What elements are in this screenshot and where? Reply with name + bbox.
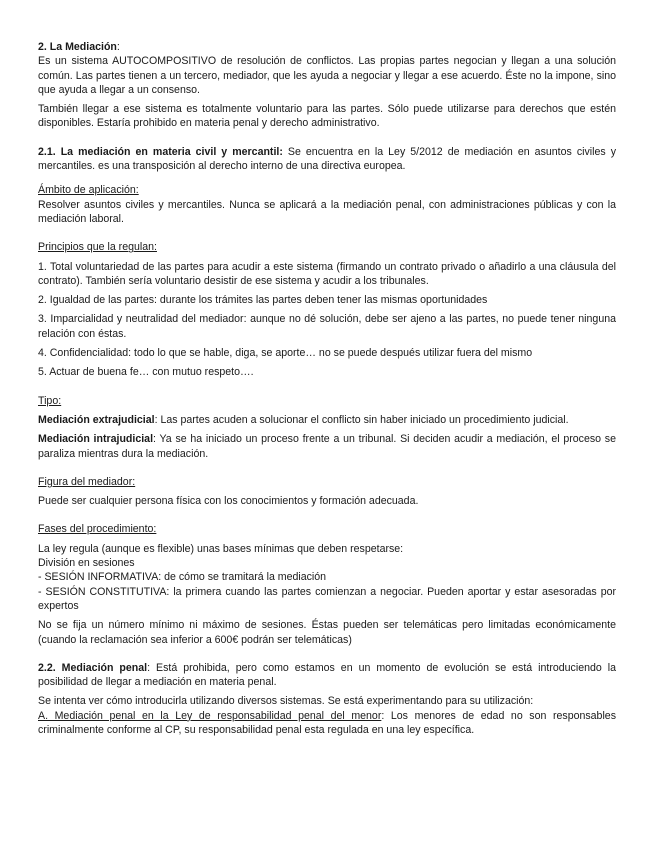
principio-item: 3. Imparcialidad y neutralidad del mediador: aunque no dé solución, debe ser ajeno a las partes, no puede tener ninguna relación con éstas. bbox=[38, 313, 616, 340]
document-page bbox=[38, 40, 616, 737]
tipo-term: Mediación intrajudicial bbox=[38, 433, 154, 446]
section-2-1-heading: 2.1. La mediación en materia civil y mercantil: bbox=[38, 145, 283, 158]
section-2-paragraph-2: También llegar a ese sistema es totalmente voluntario para las partes. Sólo puede utilizarse para derechos que estén disponibles. Estaría prohibido en materia penal y derecho administrativo. bbox=[38, 103, 616, 130]
ambito-title: Ámbito de aplicación: bbox=[38, 184, 139, 197]
section-2-heading: 2. La Mediación bbox=[38, 41, 117, 53]
principio-item: 5. Actuar de buena fe… con mutuo respeto…. bbox=[38, 366, 254, 379]
principio-item: 2. Igualdad de las partes: durante los trámites las partes deben tener las mismas oportunidades bbox=[38, 294, 488, 307]
item-a-title: A. Mediación penal en la Ley de responsabilidad penal del menor bbox=[38, 709, 382, 722]
principio-item: 1. Total voluntariedad de las partes para acudir a este sistema (firmando un contrato privado o añadirlo a una cláusula del contrato). También sería voluntario desistir de ese sistema y acudir a los tribunales. bbox=[38, 260, 616, 287]
fases-line: - SESIÓN CONSTITUTIVA: la primera cuando las partes comienzan a negociar. Pueden aportar y estar asesoradas por expertos bbox=[38, 585, 616, 612]
fases-line: División en sesiones bbox=[38, 557, 135, 570]
tipo-title: Tipo: bbox=[38, 394, 62, 407]
section-2-paragraph-1: Es un sistema AUTOCOMPOSITIVO de resolución de conflictos. Las propias partes negocian y llegan a una solución común. Las partes tienen a un tercero, mediador, que les ayuda a negociar y llegar a ese acuerdo. Éste no la impone, sino que ayuda a llegar a un consenso. bbox=[38, 55, 616, 96]
section-2-1-intro: 2.1. La mediación en materia civil y mercantil: Se encuentra en la Ley 5/2012 de mediación en asuntos civiles y mercantiles. es una transposición al derecho interno de una directiva europea. bbox=[38, 145, 616, 173]
section-2-2-paragraph-2: Se intenta ver cómo introducirla utilizando diversos sistemas. Se está experimentando para su utilización: bbox=[38, 695, 534, 708]
tipo-item-extrajudicial: Mediación extrajudicial: Las partes acuden a solucionar el conflicto sin haber iniciado un procedimiento judicial. bbox=[38, 413, 569, 426]
ambito-text: Resolver asuntos civiles y mercantiles. Nunca se aplicará a la mediación penal, con administraciones públicas y con la mediación laboral. bbox=[38, 198, 616, 225]
figura-title: Figura del mediador: bbox=[38, 475, 136, 488]
principios-title: Principios que la regulan: bbox=[38, 241, 157, 254]
fases-extra: No se fija un número mínimo ni máximo de sesiones. Éstas pueden ser telemáticas pero limitadas económicamente (cuando la reclamación sea inferior a 600€ podrán ser telemáticas) bbox=[38, 619, 616, 646]
fases-line: - SESIÓN INFORMATIVA: de cómo se tramitará la mediación bbox=[38, 571, 327, 584]
tipo-item-intrajudicial: Mediación intrajudicial: Ya se ha iniciado un proceso frente a un tribunal. Si deciden acudir a mediación, el proceso se paraliza mientras dura la mediación. bbox=[38, 433, 616, 460]
figura-text: Puede ser cualquier persona física con los conocimientos y formación adecuada. bbox=[38, 495, 419, 508]
section-2-2-intro: 2.2. Mediación penal: Está prohibida, pero como estamos en un momento de evolución se está introduciendo la posibilidad de llegar a mediación en materia penal. bbox=[38, 661, 616, 689]
fases-title: Fases del procedimiento: bbox=[38, 523, 157, 536]
section-2-2-item-a: A. Mediación penal en la Ley de responsabilidad penal del menor: Los menores de edad no son responsables criminalmente conforme al CP, su responsabilidad penal esta regulada en una ley específica. bbox=[38, 709, 616, 736]
section-2-heading-line: 2. La Mediación: bbox=[38, 41, 120, 53]
tipo-term: Mediación extrajudicial bbox=[38, 413, 155, 426]
principio-item: 4. Confidencialidad: todo lo que se hable, diga, se aporte… no se puede después utilizar fuera del mismo bbox=[38, 347, 533, 360]
section-2-2-heading: 2.2. Mediación penal bbox=[38, 661, 148, 674]
fases-line: La ley regula (aunque es flexible) unas bases mínimas que deben respetarse: bbox=[38, 542, 404, 555]
